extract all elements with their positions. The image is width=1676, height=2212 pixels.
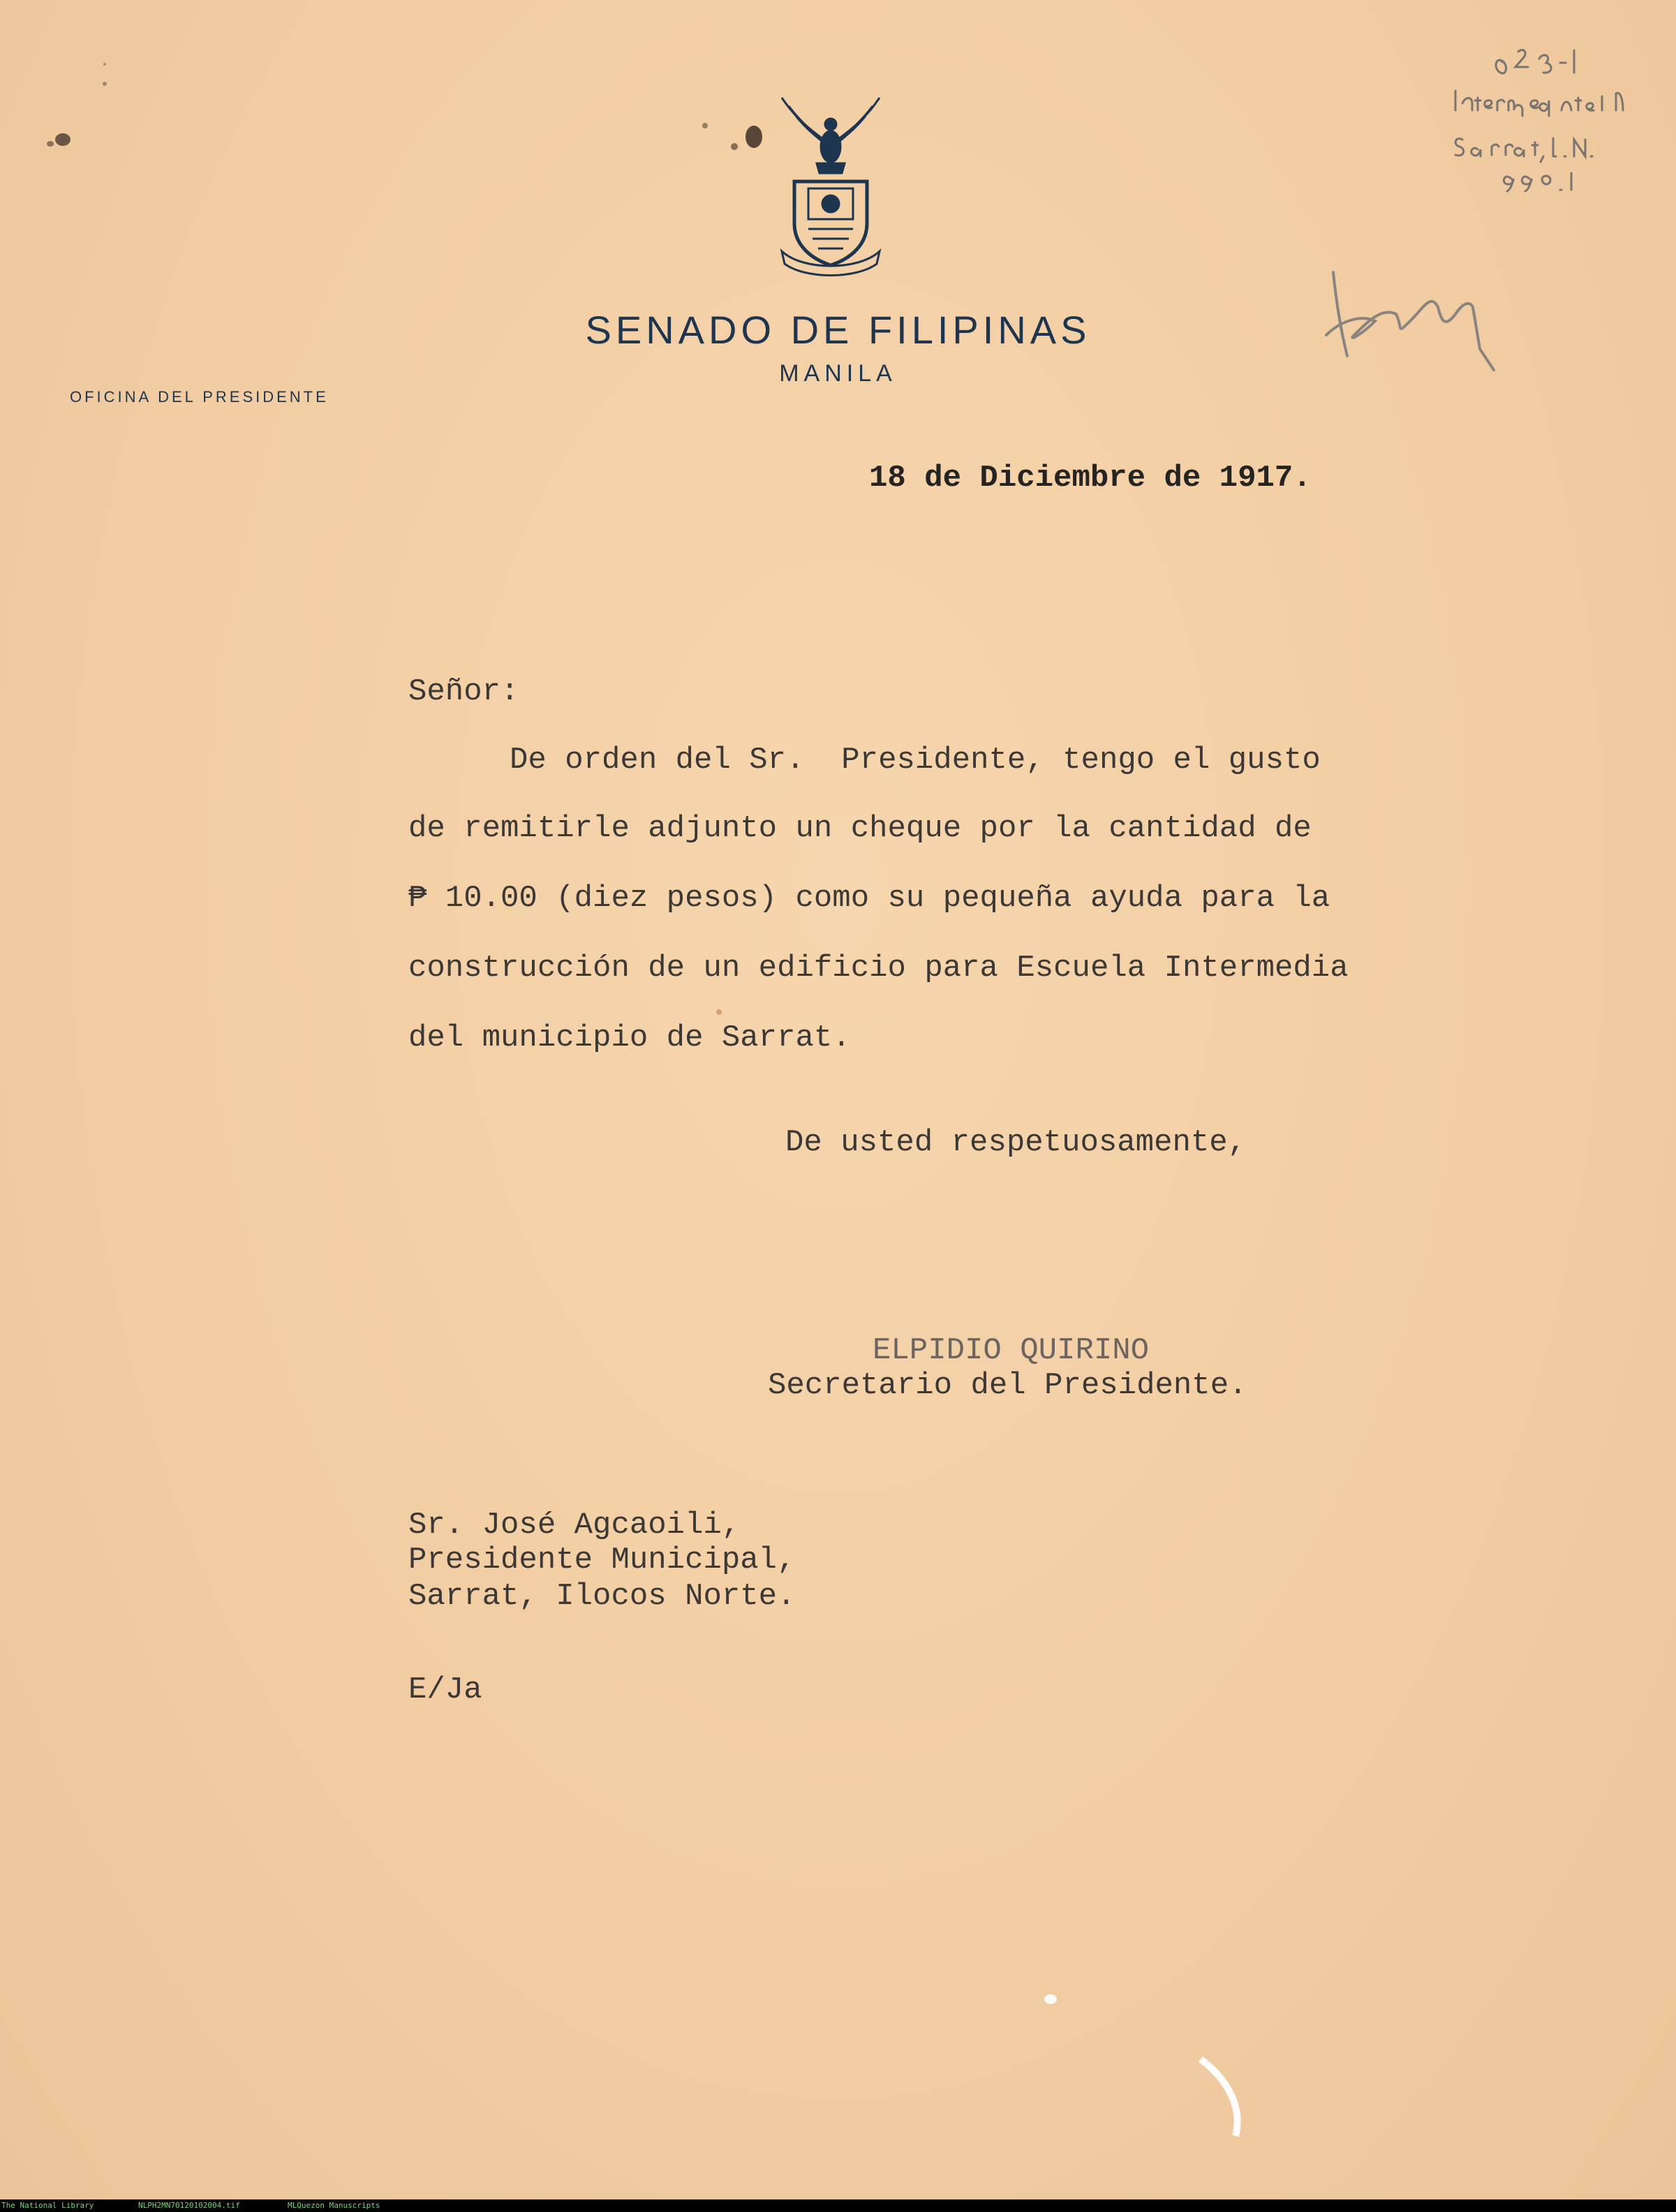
addressee-line-2: Presidente Municipal, [408,1543,796,1578]
letterhead-city: MANILA [779,360,897,387]
letter-closing: De usted respetuosamente, [785,1125,1247,1160]
body-line-3: ₱ 10.00 (diez pesos) como su pequeña ayuda para la [408,881,1330,916]
body-line-5: del municipio de Sarrat. [408,1020,851,1055]
signature-name: ELPIDIO QUIRINO [873,1333,1150,1368]
addressee-line-3: Sarrat, Ilocos Norte. [408,1579,796,1614]
footer-collection: MLQuezon Manuscripts [288,2201,380,2210]
footer-file: NLPH2MN70120102004.tif [138,2201,240,2210]
letterhead-title: SENADO DE FILIPINAS [585,308,1091,352]
senate-seal-icon [775,91,887,279]
archive-handwritten-note [1441,42,1644,195]
signature-title: Secretario del Presidente. [768,1368,1247,1403]
scan-footer [0,2199,1676,2212]
addressee-line-1: Sr. José Agcaoili, [408,1508,741,1543]
reference-initials: E/Ja [408,1672,482,1707]
body-line-4: construcción de un edificio para Escuela Intermedia [408,951,1349,986]
footer-library: The National Library [1,2201,94,2210]
body-line-1: De orden del Sr. Presidente, tengo el gusto [510,743,1321,778]
letterhead-office: OFICINA DEL PRESIDENTE [70,388,329,406]
letter-salutation: Señor: [408,674,519,709]
body-line-2: de remitirle adjunto un cheque por la cantidad de [408,811,1312,846]
letter-date: 18 de Diciembre de 1917. [869,461,1312,496]
handwritten-initials [1319,265,1543,377]
